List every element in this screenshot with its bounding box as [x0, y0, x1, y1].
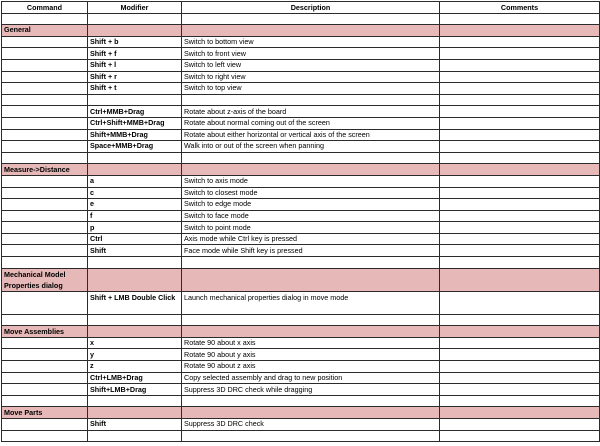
comments-cell: [440, 13, 600, 25]
comments-cell: [440, 384, 600, 396]
command-cell: [2, 430, 88, 442]
comments-cell: [440, 337, 600, 349]
command-cell: [2, 13, 88, 25]
description-cell: [182, 395, 440, 407]
blank-row: [2, 257, 600, 269]
modifier-cell: [88, 94, 182, 106]
command-cell: Move Parts: [2, 407, 88, 419]
modifier-cell: [88, 326, 182, 338]
comments-cell: [440, 94, 600, 106]
command-cell: [2, 395, 88, 407]
section-row: [2, 326, 600, 338]
command-cell: [2, 106, 88, 118]
comments-cell: [440, 117, 600, 129]
modifier-cell: Ctrl+LMB+Drag: [88, 372, 182, 384]
description-cell: [182, 13, 440, 25]
table-body: [2, 13, 600, 442]
table-row: [2, 36, 600, 48]
comments-cell: [440, 187, 600, 199]
table-row: [2, 83, 600, 95]
description-cell: Rotate 90 about z axis: [182, 361, 440, 373]
modifier-cell: [88, 164, 182, 176]
description-cell: Copy selected assembly and drag to new position: [182, 372, 440, 384]
blank-row: [2, 395, 600, 407]
modifier-cell: [88, 152, 182, 164]
comments-cell: [440, 245, 600, 257]
modifier-cell: Shift + r: [88, 71, 182, 83]
description-cell: Rotate 90 about y axis: [182, 349, 440, 361]
description-cell: [182, 430, 440, 442]
command-cell: [2, 233, 88, 245]
modifier-cell: y: [88, 349, 182, 361]
modifier-cell: [88, 257, 182, 269]
table-row: [2, 372, 600, 384]
description-cell: Suppress 3D DRC check while dragging: [182, 384, 440, 396]
table-row: [2, 349, 600, 361]
header-command: Command: [2, 2, 88, 14]
command-cell: [2, 384, 88, 396]
modifier-cell: c: [88, 187, 182, 199]
section-row: [2, 25, 600, 37]
table-row: [2, 59, 600, 71]
table-row: [2, 222, 600, 234]
command-cell: General: [2, 25, 88, 37]
table-row: [2, 175, 600, 187]
blank-row: [2, 94, 600, 106]
description-cell: Switch to left view: [182, 59, 440, 71]
modifier-cell: Shift + LMB Double Click: [88, 291, 182, 314]
comments-cell: [440, 36, 600, 48]
description-cell: Switch to face mode: [182, 210, 440, 222]
command-cell: [2, 222, 88, 234]
comments-cell: [440, 152, 600, 164]
modifier-cell: e: [88, 199, 182, 211]
comments-cell: [440, 349, 600, 361]
table-row: [2, 199, 600, 211]
command-cell: [2, 361, 88, 373]
command-cell: [2, 175, 88, 187]
modifier-cell: Shift: [88, 419, 182, 431]
command-cell: [2, 117, 88, 129]
description-cell: [182, 268, 440, 291]
comments-cell: [440, 419, 600, 431]
modifier-cell: [88, 13, 182, 25]
table-row: [2, 141, 600, 153]
comments-cell: [440, 25, 600, 37]
description-cell: Switch to axis mode: [182, 175, 440, 187]
comments-cell: [440, 222, 600, 234]
modifier-cell: [88, 395, 182, 407]
description-cell: Face mode while Shift key is pressed: [182, 245, 440, 257]
command-cell: [2, 372, 88, 384]
modifier-cell: a: [88, 175, 182, 187]
description-cell: [182, 407, 440, 419]
modifier-cell: z: [88, 361, 182, 373]
modifier-cell: Ctrl+Shift+MMB+Drag: [88, 117, 182, 129]
command-cell: [2, 199, 88, 211]
comments-cell: [440, 199, 600, 211]
modifier-cell: [88, 407, 182, 419]
description-cell: [182, 25, 440, 37]
modifier-cell: Shift + l: [88, 59, 182, 71]
description-cell: Switch to front view: [182, 48, 440, 60]
table-row: [2, 384, 600, 396]
command-cell: [2, 337, 88, 349]
comments-cell: [440, 59, 600, 71]
description-cell: [182, 94, 440, 106]
table-row: [2, 337, 600, 349]
modifier-cell: Shift+MMB+Drag: [88, 129, 182, 141]
modifier-cell: Shift+LMB+Drag: [88, 384, 182, 396]
comments-cell: [440, 395, 600, 407]
command-cell: [2, 36, 88, 48]
comments-cell: [440, 326, 600, 338]
comments-cell: [440, 291, 600, 314]
blank-row: [2, 430, 600, 442]
comments-cell: [440, 141, 600, 153]
table-row: [2, 233, 600, 245]
command-cell: Measure->Distance: [2, 164, 88, 176]
comments-cell: [440, 106, 600, 118]
command-cell: [2, 83, 88, 95]
command-cell: Mechanical Model Properties dialog: [2, 268, 88, 291]
comments-cell: [440, 83, 600, 95]
command-cell: [2, 257, 88, 269]
comments-cell: [440, 233, 600, 245]
command-cell: [2, 245, 88, 257]
description-cell: Rotate about normal coming out of the screen: [182, 117, 440, 129]
comments-cell: [440, 164, 600, 176]
comments-cell: [440, 175, 600, 187]
description-cell: Rotate 90 about x axis: [182, 337, 440, 349]
section-row: [2, 407, 600, 419]
modifier-cell: Shift + f: [88, 48, 182, 60]
comments-cell: [440, 361, 600, 373]
header-modifier: Modifier: [88, 2, 182, 14]
description-cell: Switch to right view: [182, 71, 440, 83]
table-row: [2, 117, 600, 129]
command-cell: [2, 152, 88, 164]
comments-cell: [440, 210, 600, 222]
table-row: [2, 361, 600, 373]
modifier-cell: Shift + t: [88, 83, 182, 95]
modifier-cell: x: [88, 337, 182, 349]
modifier-cell: Space+MMB+Drag: [88, 141, 182, 153]
blank-row: [2, 152, 600, 164]
section-row: [2, 164, 600, 176]
description-cell: Rotate about z-axis of the board: [182, 106, 440, 118]
command-cell: [2, 129, 88, 141]
description-cell: Switch to edge mode: [182, 199, 440, 211]
comments-cell: [440, 268, 600, 291]
command-cell: Move Assemblies: [2, 326, 88, 338]
description-cell: [182, 257, 440, 269]
modifier-cell: Shift + b: [88, 36, 182, 48]
header-comments: Comments: [440, 2, 600, 14]
comments-cell: [440, 48, 600, 60]
table-row: [2, 210, 600, 222]
description-cell: Switch to top view: [182, 83, 440, 95]
command-cell: [2, 48, 88, 60]
command-cell: [2, 141, 88, 153]
command-cell: [2, 94, 88, 106]
table-row: [2, 245, 600, 257]
description-cell: Rotate about either horizontal or vertical axis of the screen: [182, 129, 440, 141]
header-row: [2, 2, 600, 14]
table-row: [2, 419, 600, 431]
blank-row: [2, 314, 600, 326]
description-cell: [182, 164, 440, 176]
table-row: [2, 129, 600, 141]
table-row: [2, 187, 600, 199]
description-cell: Switch to bottom view: [182, 36, 440, 48]
comments-cell: [440, 129, 600, 141]
command-cell: [2, 314, 88, 326]
comments-cell: [440, 257, 600, 269]
command-cell: [2, 59, 88, 71]
table-row: [2, 291, 600, 314]
command-cell: [2, 71, 88, 83]
modifier-cell: [88, 314, 182, 326]
description-cell: [182, 314, 440, 326]
description-cell: Suppress 3D DRC check: [182, 419, 440, 431]
comments-cell: [440, 71, 600, 83]
modifier-cell: [88, 268, 182, 291]
comments-cell: [440, 314, 600, 326]
table-row: [2, 48, 600, 60]
modifier-cell: [88, 25, 182, 37]
comments-cell: [440, 372, 600, 384]
description-cell: Axis mode while Ctrl key is pressed: [182, 233, 440, 245]
modifier-cell: [88, 430, 182, 442]
shortcut-table: [1, 1, 600, 442]
blank-row: [2, 13, 600, 25]
command-cell: [2, 210, 88, 222]
comments-cell: [440, 407, 600, 419]
description-cell: Walk into or out of the screen when panning: [182, 141, 440, 153]
command-cell: [2, 419, 88, 431]
table-row: [2, 71, 600, 83]
header-description: Description: [182, 2, 440, 14]
description-cell: [182, 326, 440, 338]
description-cell: Switch to point mode: [182, 222, 440, 234]
modifier-cell: Ctrl+MMB+Drag: [88, 106, 182, 118]
modifier-cell: Ctrl: [88, 233, 182, 245]
command-cell: [2, 291, 88, 314]
section-row: [2, 268, 600, 291]
modifier-cell: Shift: [88, 245, 182, 257]
comments-cell: [440, 430, 600, 442]
description-cell: [182, 152, 440, 164]
table-row: [2, 106, 600, 118]
command-cell: [2, 349, 88, 361]
command-cell: [2, 187, 88, 199]
modifier-cell: p: [88, 222, 182, 234]
description-cell: Switch to closest mode: [182, 187, 440, 199]
description-cell: Launch mechanical properties dialog in move mode: [182, 291, 440, 314]
modifier-cell: f: [88, 210, 182, 222]
